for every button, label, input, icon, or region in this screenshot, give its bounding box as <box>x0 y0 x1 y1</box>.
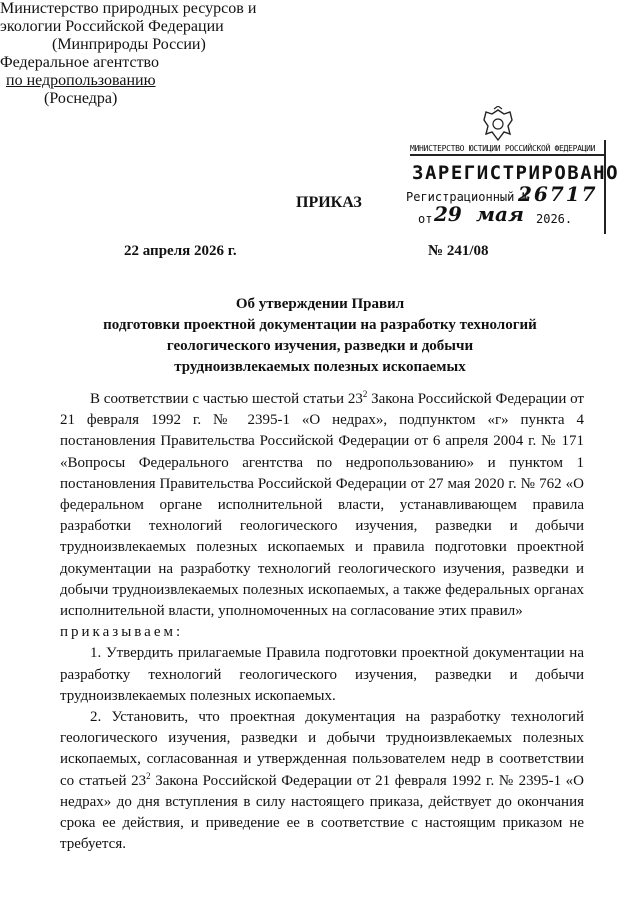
coat-of-arms-emblem <box>478 106 518 144</box>
article-superscript: 2 <box>146 770 151 781</box>
title-line: геологического изучения, разведки и добычи <box>166 338 474 354</box>
document-number: № 241/08 <box>428 243 489 259</box>
stamp-reg-label: Регистрационный № <box>406 190 529 204</box>
document-body <box>60 389 584 855</box>
stamp-date-day: 29 <box>434 202 462 226</box>
stamp-date-prefix: от <box>418 212 433 226</box>
stamp-date-year: 2026. <box>536 212 573 226</box>
ministry-line1: Министерство природных ресурсов и <box>0 0 257 17</box>
preamble-paragraph <box>60 389 584 622</box>
order-line <box>60 622 584 643</box>
document-date: 22 апреля 2026 г. <box>124 243 237 259</box>
item-2-paragraph <box>60 707 584 855</box>
title-line: подготовки проектной документации на разработку технологий <box>103 317 537 333</box>
agency-line2: по недропользованию <box>6 72 156 89</box>
agency-line3: (Роснедра) <box>44 90 118 107</box>
stamp-ministry-text: МИНИСТЕРСТВО ЮСТИЦИИ РОССИЙСКОЙ ФЕДЕРАЦИИ <box>410 144 606 156</box>
agency-line1: Федеральное агентство <box>0 54 159 71</box>
stamp-border <box>604 140 606 234</box>
agency-header <box>0 54 240 108</box>
title-line: трудноизвлекаемых полезных ископаемых <box>174 359 466 375</box>
ministry-header <box>0 0 260 54</box>
item-2-text-a: 2. Установить, что проектная документация на разработку технологий геологического изучения, разведки и добычи трудноизвлекаемых полезных ископаемых, согласованная и утвержденная пользователем недр в соответствии со статьей 23 <box>60 709 584 789</box>
order-word: приказываем: <box>60 624 184 641</box>
stamp-date-line <box>418 202 573 226</box>
ministry-line3: (Минприроды России) <box>52 36 206 53</box>
article-superscript: 2 <box>362 389 368 399</box>
item-1-paragraph: 1. Утвердить прилагаемые Правила подготовки проектной документации на разработку технологий геологического изучения, разведки и добычи трудноизвлекаемых полезных ископаемых. <box>60 645 584 704</box>
stamp-date-month: мая <box>476 202 524 226</box>
document-title <box>60 294 580 378</box>
ministry-line2: экологии Российской Федерации <box>0 18 224 35</box>
stamp-reg-number: 26717 <box>518 182 598 206</box>
stamp-registered: ЗАРЕГИСТРИРОВАНО <box>412 162 620 184</box>
title-line: Об утверждении Правил <box>235 296 405 312</box>
registration-stamp <box>398 104 620 236</box>
preamble-text-b: Закона Российской Федерации от 21 февраля 1992 г. № 2395-1 «О недрах», подпунктом «г» пункта 4 постановления Правительства Российской Федерации от 6 апреля 2004 г. № 171 «Вопросы Федерального агентства по недропользованию» и пунктом 1 постановления Правительства Российской Федерации от 27 мая 2020 г. № 762 «О федеральном органе исполнительной власти, устанавливающем правила разработки технологий геологического изучения, разведки и добычи трудноизвлекаемых полезных ископаемых и правила подготовки проектной документации на разработку технологий геологического изучения, разведки и добычи трудноизвлекаемых полезных ископаемых, а также федеральных органах исполнительной власти, уполномоченных на согласование этих правил» <box>60 391 584 620</box>
preamble-text-a: В соответствии с частью шестой статьи 23 <box>90 391 363 407</box>
document-type: ПРИКАЗ <box>296 194 362 211</box>
item-2-text-b: Закона Российской Федерации от 21 февраля 1992 г. № 2395-1 «О недрах» до дня вступления в силу настоящего приказа, действует до окончания срока ее действия, и приведение ее в соответствие с настоящим приказом не требуется. <box>60 772 584 853</box>
